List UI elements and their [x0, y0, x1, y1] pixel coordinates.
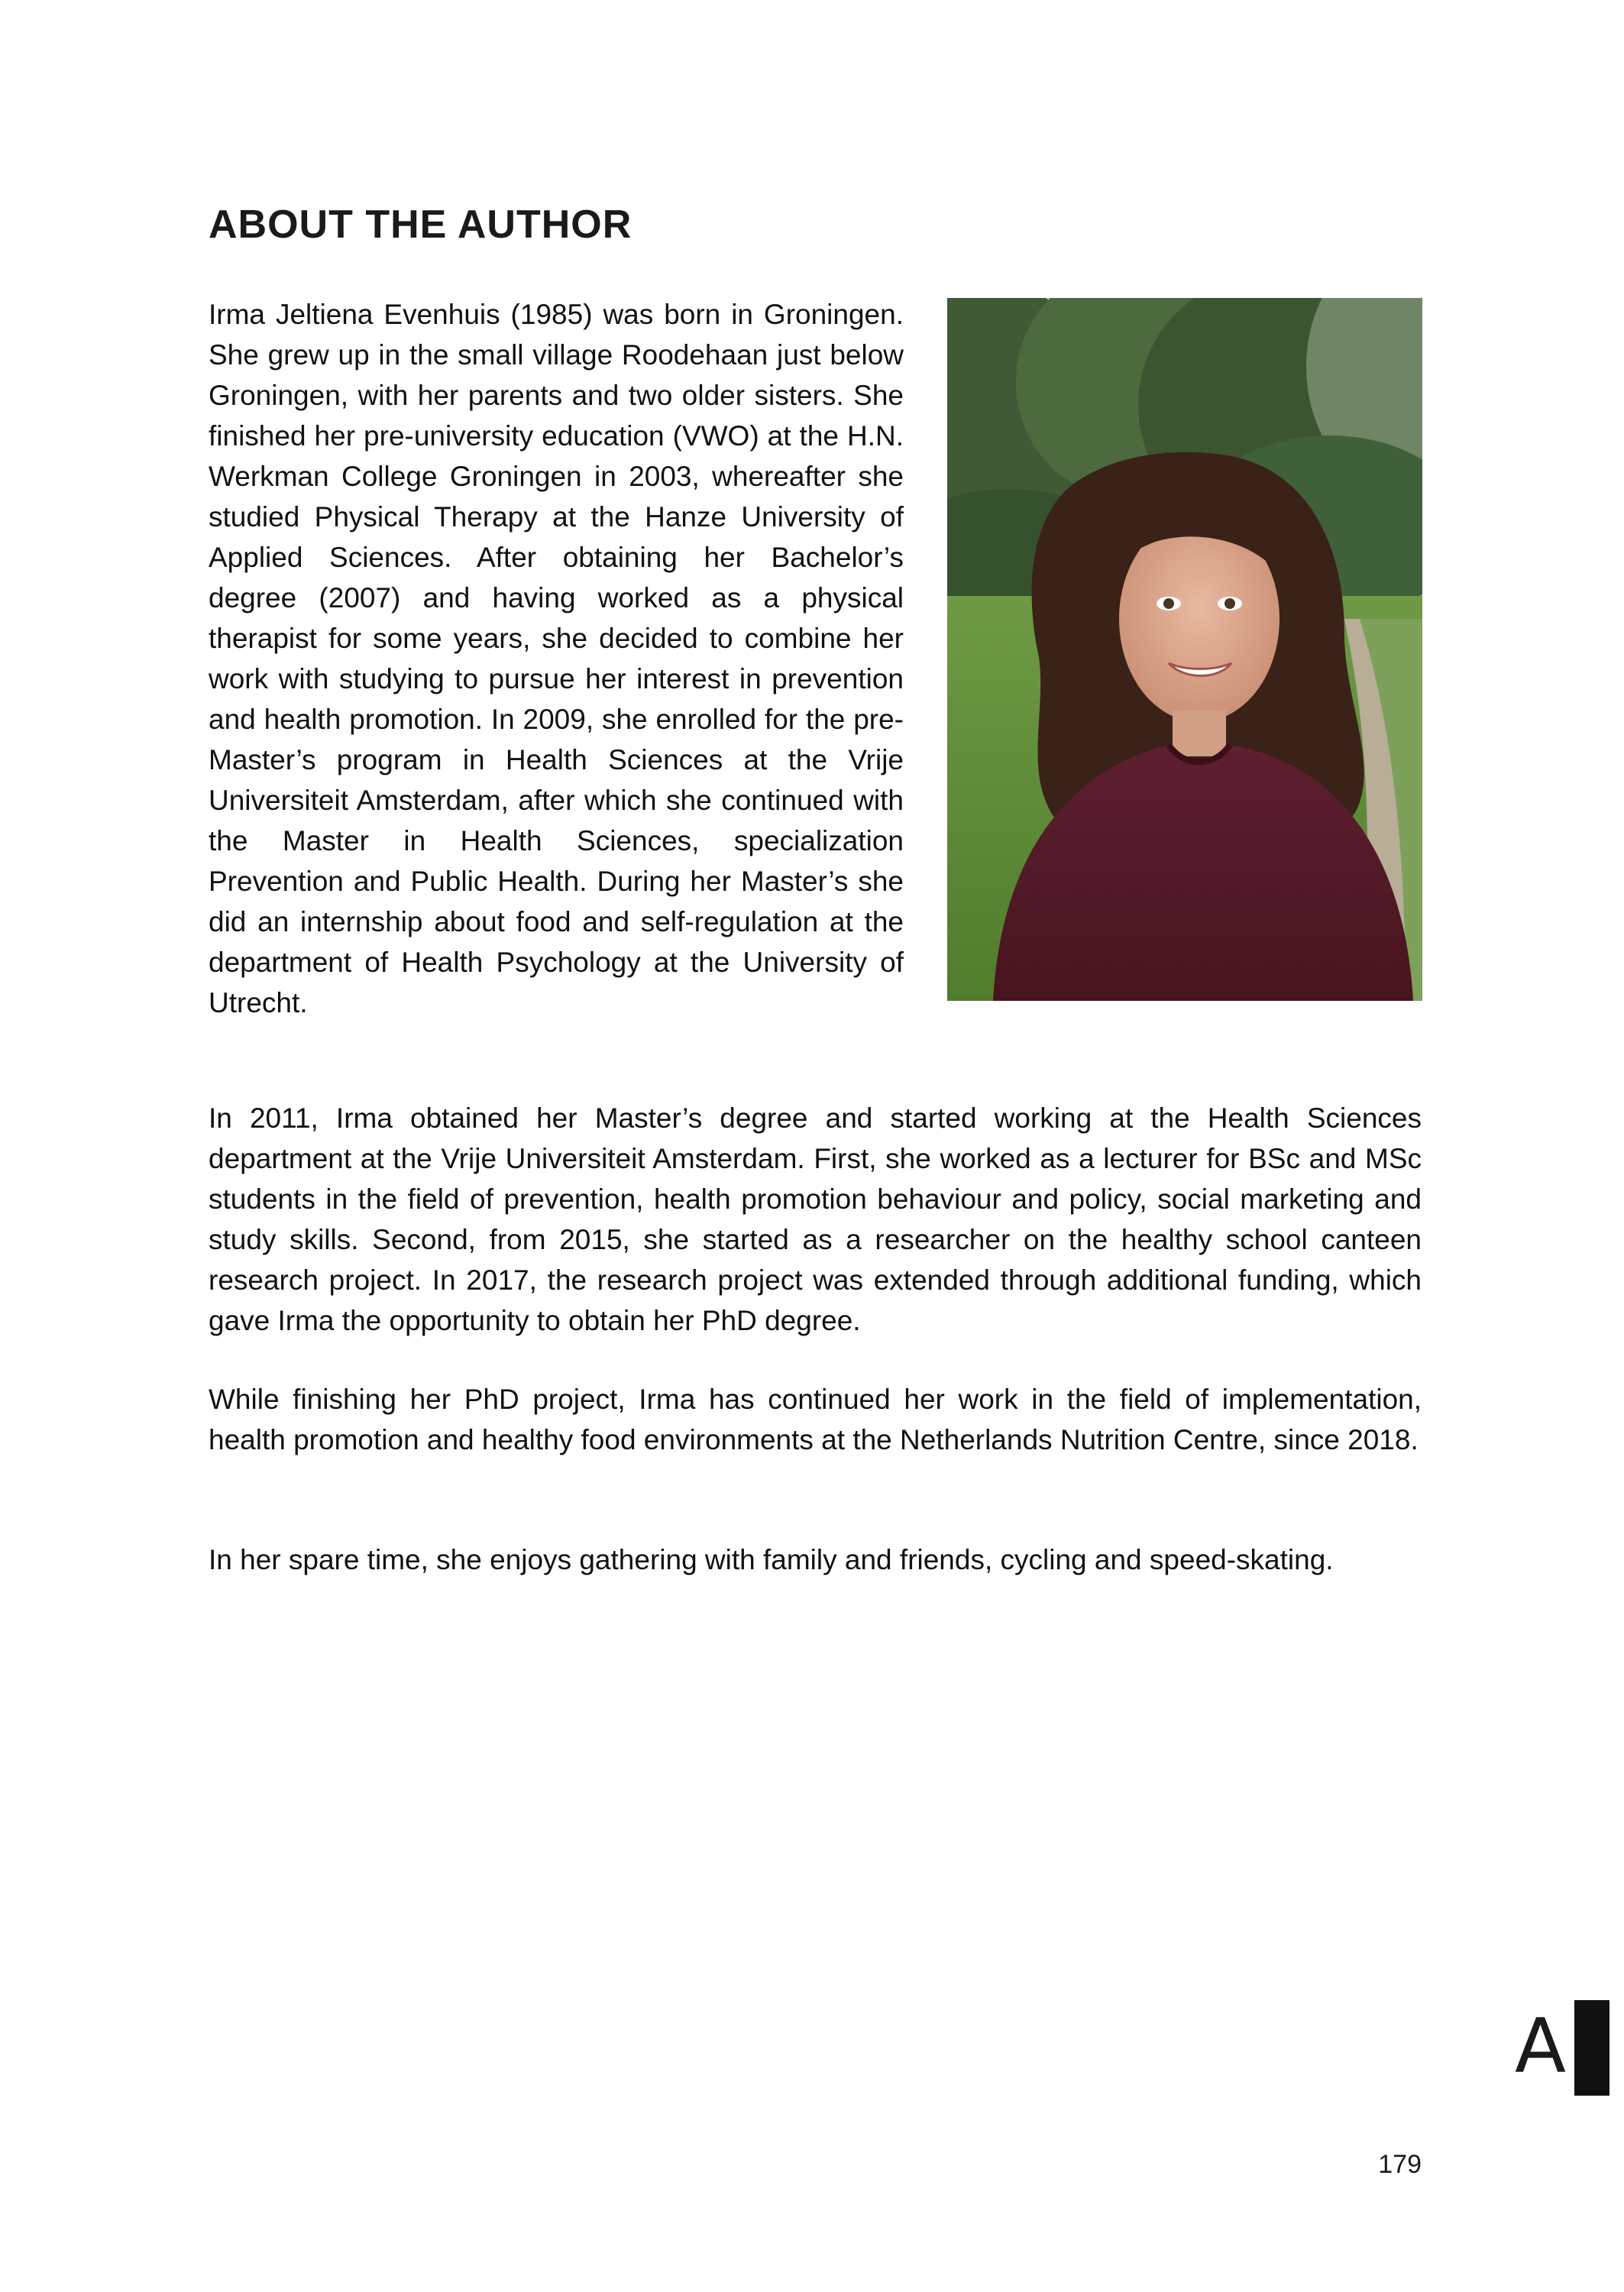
page-number: 179	[1378, 2150, 1422, 2179]
biography-paragraph-3: While finishing her PhD project, Irma has continued her work in the field of implementation, health promotion and healthy food environments at the Netherlands Nutrition Centre, since 2018.	[209, 1384, 1422, 1455]
appendix-tab-bar	[1574, 2000, 1609, 2096]
appendix-marker	[1515, 2000, 1591, 2099]
biography-paragraph-1: Irma Jeltiena Evenhuis (1985) was born in Groningen. She grew up in the small village Roodehaan just below Groningen, with her parents and two older sisters. She finished her pre-university education (VWO) at the H.N. Werkman College Groningen in 2003, whereafter she studied Physical Therapy at the Hanze University of Applied Sciences. After obtaining her Bachelor’s degree (2007) and having worked as a physical therapist for some years, she decided to combine her work with studying to pursue her interest in prevention and health promotion. In 2009, she enrolled for the pre-Master’s program in Health Sciences at the Vrije Universiteit Amsterdam, after which she continued with the Master in Health Sciences, specialization Prevention and Public Health. During her Master’s she did an internship about food and self-regulation at the department of Health Psychology at the University of Utrecht.	[209, 299, 904, 1018]
biography-paragraph-4: In her spare time, she enjoys gathering with family and friends, cycling and speed-skating.	[209, 1544, 1334, 1575]
appendix-letter: A	[1515, 2003, 1567, 2090]
author-photo	[947, 298, 1422, 1001]
page-title: ABOUT THE AUTHOR	[209, 202, 632, 247]
author-photo-illustration	[947, 298, 1422, 1001]
biography-paragraph-2: In 2011, Irma obtained her Master’s degree and started working at the Health Sciences department at the Vrije Universiteit Amsterdam. First, she worked as a lecturer for BSc and MSc students in the field of prevention, health promotion behaviour and policy, social marketing and study skills. Second, from 2015, she started as a researcher on the healthy school canteen research project. In 2017, the research project was extended through additional funding, which gave Irma the opportunity to obtain her PhD degree.	[209, 1102, 1422, 1336]
